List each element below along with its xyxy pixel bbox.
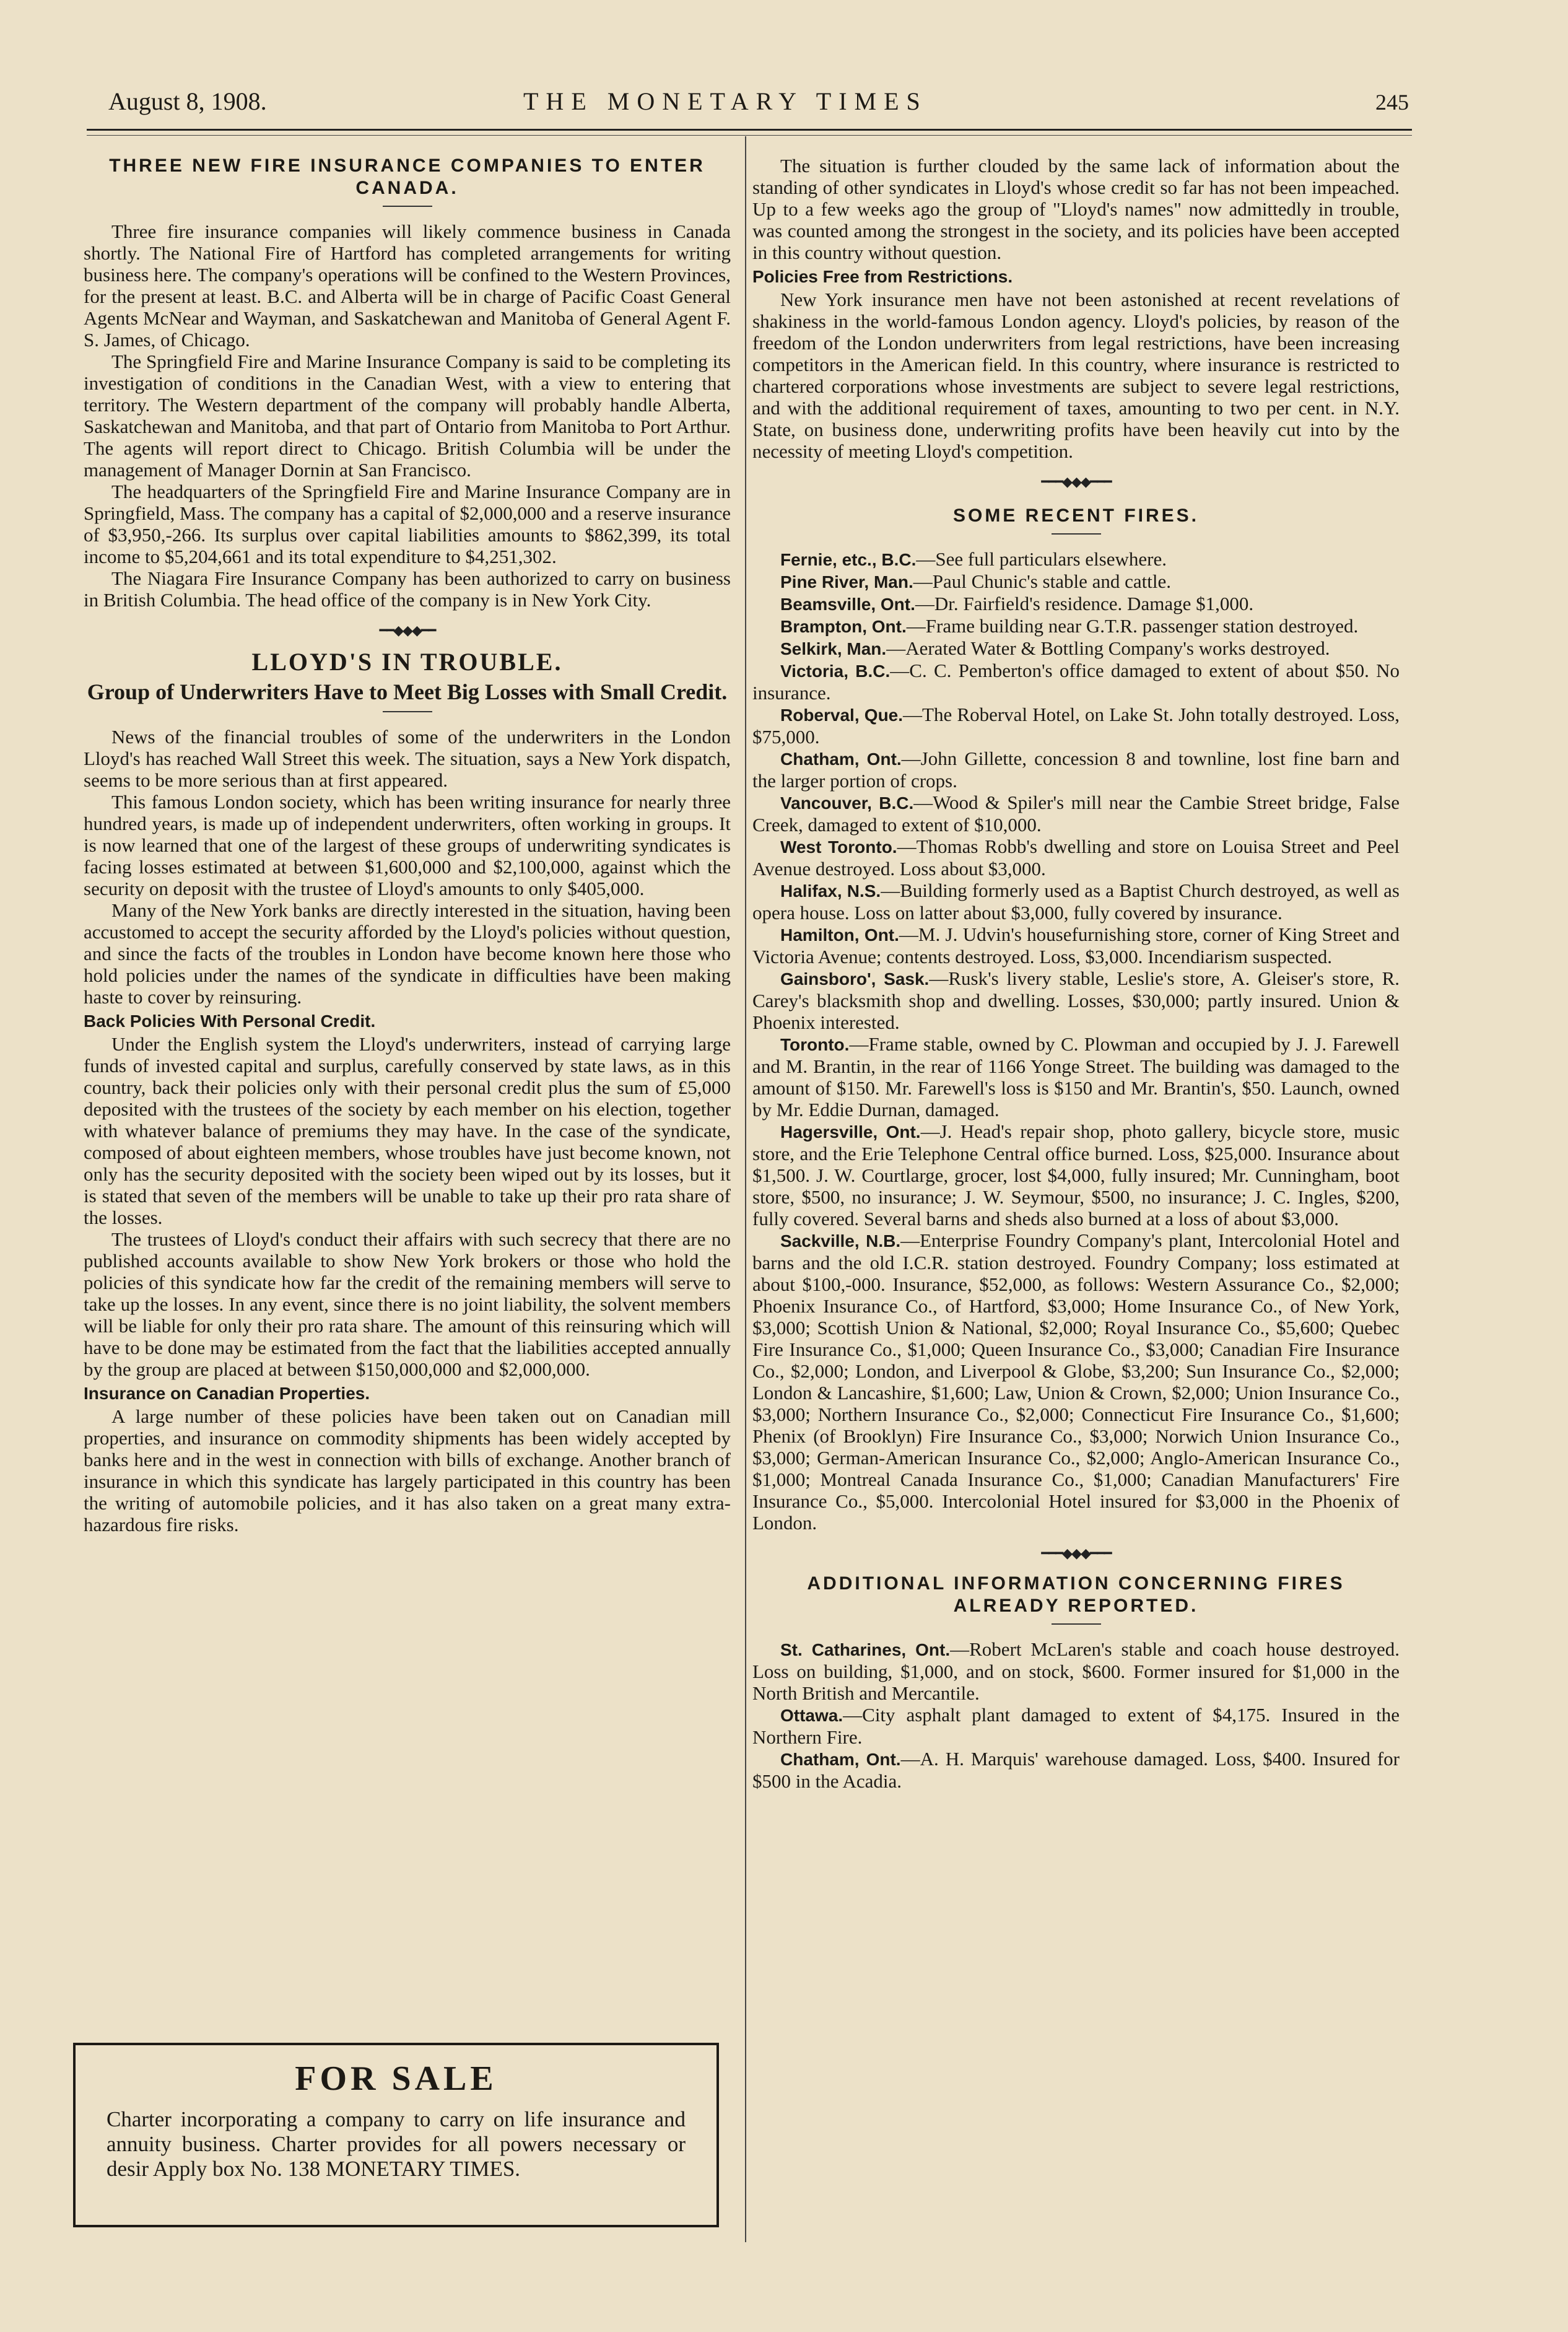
fire-entry — [752, 1638, 1400, 1704]
fire-entry-place: Vancouver, B.C. — [780, 793, 914, 813]
fire-entry-place: Pine River, Man. — [780, 572, 913, 592]
fire-entry-place: Sackville, N.B. — [780, 1231, 901, 1251]
paragraph: Three fire insurance companies will likely commence business in Canada shortly. The National Fire of Hartford has completed arrangements for writing business here. The company's operations will be confined to the Western Provinces, for the present at least. B.C. and Alberta will be in charge of Pacific Coast General Agents McNear and Wayman, and Saskatchewan and Manitoba of General Agent F. S. James, of Chicago. — [84, 221, 731, 351]
fire-entry — [752, 593, 1400, 615]
section-head-canadian-properties: Insurance on Canadian Properties. — [84, 1384, 370, 1403]
paragraph: Many of the New York banks are directly interested in the situation, having been accustomed to accept the security afforded by the Lloyd's policies without question, and since the facts of the troubles in London have become known here those who hold policies under the names of the syndicate in difficulties have been making haste to cover by reinsuring. — [84, 899, 731, 1008]
fire-entry — [752, 967, 1400, 1033]
fire-entry — [752, 660, 1400, 704]
fire-entry — [752, 924, 1400, 967]
title-rule — [1052, 1623, 1101, 1625]
publication-title: THE MONETARY TIMES — [523, 87, 928, 115]
fire-entry-place: Toronto. — [780, 1035, 850, 1054]
fire-entry-text: —See full particulars elsewhere. — [916, 548, 1167, 570]
article-title-additional-info: ADDITIONAL INFORMATION CONCERNING FIRES ALREADY REPORTED. — [807, 1573, 1345, 1616]
paragraph: The situation is further clouded by the same lack of information about the standing of other syndicates in Lloyd's whose credit so far has not been impeached. Up to a few weeks ago the group of "Lloyd's names" now admittedly in trouble, was counted among the strongest in the society, and its policies have been accepted in this country without question. — [752, 155, 1400, 263]
fire-entry-text: —Wood & Spiler's mill near the Cambie Street bridge, False Creek, damaged to extent of $10,000. — [752, 792, 1400, 836]
article-subtitle-lloyds: Group of Underwriters Have to Meet Big Losses with Small Credit. — [87, 679, 728, 704]
fire-entry-place: Hagersville, Ont. — [780, 1122, 921, 1142]
fire-entry-place: West Toronto. — [780, 837, 897, 857]
fire-entry-text: —Robert McLaren's stable and coach house destroyed. Loss on building, $1,000, and on stock, $600. Former insured for $1,000 in the North British and Mercantile. — [752, 1638, 1400, 1704]
section-head-personal-credit: Back Policies With Personal Credit. — [84, 1011, 376, 1031]
paragraph: The Niagara Fire Insurance Company has been authorized to carry on business in British Columbia. The head office of the company is in New York City. — [84, 567, 731, 611]
fire-entry — [752, 1033, 1400, 1120]
fire-entry-text: —Rusk's livery stable, Leslie's store, A. Gleiser's store, R. Carey's blacksmith shop and dwelling. Losses, $30,000; partly insured. Union & Phoenix interested. — [752, 967, 1400, 1033]
fire-entry — [752, 637, 1400, 660]
for-sale-title: FOR SALE — [295, 2059, 497, 2098]
fire-entry — [752, 1229, 1400, 1534]
fire-entry — [752, 748, 1400, 792]
fire-entry — [752, 880, 1400, 924]
right-column — [752, 155, 1400, 1792]
page-header — [108, 87, 1409, 124]
fire-entry — [752, 704, 1400, 748]
fire-entry-place: St. Catharines, Ont. — [780, 1640, 951, 1659]
header-rule-thin — [87, 135, 1412, 136]
paragraph: New York insurance men have not been astonished at recent revelations of shakiness in the world-famous London agency. Lloyd's policies, by reason of the freedom of the London underwriters from legal restrictions, have been increasing competitors in the American field. In this country, where insurance is restricted to chartered corporations whose investments are subject to severe legal restrictions, and with the additional requirement of taxes, amounting to two per cent. in N.Y. State, on business done, underwriting profits have been heavily cut into by the necessity of meeting Lloyd's competition. — [752, 289, 1400, 462]
fire-entry-place: Beamsville, Ont. — [780, 595, 915, 614]
section-head-policies-free: Policies Free from Restrictions. — [752, 267, 1013, 286]
fire-entry-text: —John Gillette, concession 8 and townline, lost fine barn and the larger portion of crops. — [752, 748, 1400, 792]
additional-fires-list — [752, 1638, 1400, 1792]
article-title-lloyds: LLOYD'S IN TROUBLE. — [251, 648, 563, 676]
paragraph: The trustees of Lloyd's conduct their affairs with such secrecy that there are no published accounts available to show New York brokers or those who hold the policies of this syndicate how far the credit of the remaining members will serve to take up the losses. In any event, since there is no joint liability, the solvent members will be liable for only their pro rata share. The amount of this reinsuring which will have to be done may be estimated from the fact that the liabilities accepted annually by the group are placed at between $150,000,000 and $2,000,000. — [84, 1228, 731, 1380]
fire-entry — [752, 792, 1400, 836]
fire-entry-text: —Building formerly used as a Baptist Church destroyed, as well as opera house. Loss on latter about $3,000, fully covered by insurance. — [752, 880, 1400, 924]
article-title-recent-fires: SOME RECENT FIRES. — [952, 505, 1200, 526]
for-sale-text: Charter incorporating a company to carry on life insurance and annuity business. Charter provides for all powers necessary or desir Apply box No. 138 MONETARY TIMES. — [107, 2107, 686, 2181]
fire-entry-place: Chatham, Ont. — [780, 749, 902, 769]
ornament-divider: ━━━◆◆◆━━━ — [1041, 474, 1111, 489]
fire-entry — [752, 570, 1400, 593]
fire-entry-text: —A. H. Marquis' warehouse damaged. Loss, $400. Insured for $500 in the Acadia. — [752, 1748, 1400, 1792]
fire-entry-text: —M. J. Udvin's housefurnishing store, corner of King Street and Victoria Avenue; contents destroyed. Loss, $3,000. Incendiarism suspected. — [752, 924, 1400, 967]
fire-entry-place: Ottawa. — [780, 1706, 843, 1725]
for-sale-advertisement — [73, 2043, 719, 2227]
fires-list — [752, 548, 1400, 1534]
left-column — [84, 155, 731, 1535]
paragraph: A large number of these policies have been taken out on Canadian mill properties, and insurance on commodity shipments has been widely accepted by banks here and in the west in connection with bills of exchange. Another branch of insurance in which this syndicate has largely participated in this country has been the writing of automobile policies, and it has also taken on a great many extra-hazardous fire risks. — [84, 1405, 731, 1535]
fire-entry-text: —Paul Chunic's stable and cattle. — [913, 570, 1171, 592]
fire-entry-place: Victoria, B.C. — [780, 662, 891, 681]
fire-entry-place: Hamilton, Ont. — [780, 925, 899, 945]
fire-entry-place: Gainsboro', Sask. — [780, 969, 930, 989]
fire-entry-text: —Aerated Water & Bottling Company's works destroyed. — [886, 637, 1330, 659]
fire-entry-place: Brampton, Ont. — [780, 617, 907, 636]
title-rule — [383, 206, 432, 207]
fire-entry — [752, 1704, 1400, 1748]
article-title-fire-companies: THREE NEW FIRE INSURANCE COMPANIES TO ENTER CANADA. — [109, 155, 705, 198]
title-rule — [1052, 533, 1101, 535]
fire-entry-place: Fernie, etc., B.C. — [780, 550, 917, 569]
paragraph: The Springfield Fire and Marine Insurance Company is said to be completing its investigation of conditions in the Canadian West, with a view to entering that territory. The Western department of the company will probably handle Alberta, Saskatchewan and Manitoba, and that part of Ontario from Manitoba to Port Arthur. The agents will report direct to Chicago. British Columbia will be under the management of Manager Dornin at San Francisco. — [84, 351, 731, 481]
fire-entry-place: Halifax, N.S. — [780, 881, 881, 901]
paragraph: This famous London society, which has been writing insurance for nearly three hundred years, is made up of independent underwriters, often working in groups. It is now learned that one of the largest of these groups of underwriting syndicates is facing losses estimated at between $1,600,000 and $2,100,000, against which the security on deposit with the trustee of Lloyd's amounts to only $405,000. — [84, 791, 731, 899]
fire-entry — [752, 615, 1400, 637]
fire-entry-place: Chatham, Ont. — [780, 1750, 901, 1769]
fire-entry-text: —Frame building near G.T.R. passenger station destroyed. — [906, 615, 1359, 637]
fire-entry-text: —J. Head's repair shop, photo gallery, bicycle store, music store, and the Erie Telephone Central office burned. Loss, $25,000. Insurance about $1,500. J. W. Courtlarge, grocer, lost $4,000, fully insured; Mr. Cunningham, boot store, $500, no insurance; J. W. Seymour, $500, no insurance; J. C. Ingles, $200, fully covered. Several barns and sheds also burned at a loss of about $3,000. — [752, 1120, 1400, 1229]
fire-entry-text: —The Roberval Hotel, on Lake St. John totally destroyed. Loss, $75,000. — [752, 704, 1400, 748]
fire-entry-place: Selkirk, Man. — [780, 639, 887, 658]
fire-entry — [752, 1748, 1400, 1792]
fire-entry — [752, 1120, 1400, 1229]
ornament-divider: ━━◆◆◆━━ — [379, 622, 435, 638]
fire-entry — [752, 836, 1400, 880]
fire-entry-text: —Enterprise Foundry Company's plant, Intercolonial Hotel and barns and the old I.C.R. station destroyed. Foundry Company; loss estimated at about $100,-000. Insurance, $52,000, as follows: Western Assurance Co., $2,000; Phoenix Insurance Co., of Hartford, $3,000; Home Insurance Co., of New York, $3,000; Scottish Union & National, $2,000; Royal Insurance Co., $5,600; Quebec Fire Insurance Co., $1,000; Queen Insurance Co., $3,000; Canadian Fire Insurance Co., $2,000; London, and Liverpool & Globe, $3,200; Sun Insurance Co., $2,000; London & Lancashire, $1,600; Law, Union & Crown, $2,000; Union Insurance Co., $3,000; Northern Insurance Co., $2,000; Connecticut Fire Insurance Co., $1,600; Phenix (of Brooklyn) Fire Insurance Co., $3,000; Norwich Union Insurance Co., $3,000; German-American Insurance Co., $2,000; Anglo-American Insurance Co., $1,000; Montreal Canada Insurance Co., $1,000; Canadian Manufacturers' Fire Insurance Co., $5,000. Intercolonial Hotel insured for $3,000 in the Phoenix of London. — [752, 1229, 1400, 1534]
fire-entry-text: —Dr. Fairfield's residence. Damage $1,000. — [915, 593, 1254, 614]
fire-entry-text: —Frame stable, owned by C. Plowman and occupied by J. J. Farewell and M. Brantin, in the rear of 1166 Yonge Street. The building was damaged to the amount of $150. Mr. Farewell's loss is $150 and Mr. Brantin's, $50. Launch, owned by Mr. Eddie Durnan, damaged. — [752, 1033, 1400, 1120]
fire-entry-text: —C. C. Pemberton's office damaged to extent of about $50. No insurance. — [752, 660, 1400, 704]
paragraph: Under the English system the Lloyd's underwriters, instead of carrying large funds of invested capital and surplus, carefully conserved by state laws, as in this country, back their policies only with their personal credit plus the sum of £5,000 deposited with the trustees of the society by each member on his election, together with whatever balance of premiums they may have. In the case of the syndicate, composed of about eighteen members, whose troubles have just become known, not only has the security deposited with the society been wiped out by its losses, but it is stated that seven of the members will be unable to take up their pro rata share of the losses. — [84, 1033, 731, 1228]
fire-entry — [752, 548, 1400, 570]
title-rule — [383, 711, 432, 712]
fire-entry-place: Roberval, Que. — [780, 705, 904, 725]
column-divider — [745, 136, 746, 2242]
ornament-divider: ━━━◆◆◆━━━ — [1041, 1545, 1111, 1561]
paragraph: News of the financial troubles of some of the underwriters in the London Lloyd's has reached Wall Street this week. The situation, says a New York dispatch, seems to be more serious than at first appeared. — [84, 726, 731, 791]
header-rule — [87, 129, 1412, 131]
fire-entry-text: —City asphalt plant damaged to extent of $4,175. Insured in the Northern Fire. — [752, 1704, 1400, 1748]
page-number: 245 — [1375, 90, 1409, 115]
issue-date: August 8, 1908. — [108, 87, 267, 115]
fire-entry-text: —Thomas Robb's dwelling and store on Louisa Street and Peel Avenue destroyed. Loss about $3,000. — [752, 836, 1400, 880]
paragraph: The headquarters of the Springfield Fire and Marine Insurance Company are in Springfield, Mass. The company has a capital of $2,000,000 and a reserve insurance of $3,950,-266. Its surplus over capital liabilities amounts to $862,399, its total income to $5,204,661 and its total expenditure to $4,251,302. — [84, 481, 731, 567]
